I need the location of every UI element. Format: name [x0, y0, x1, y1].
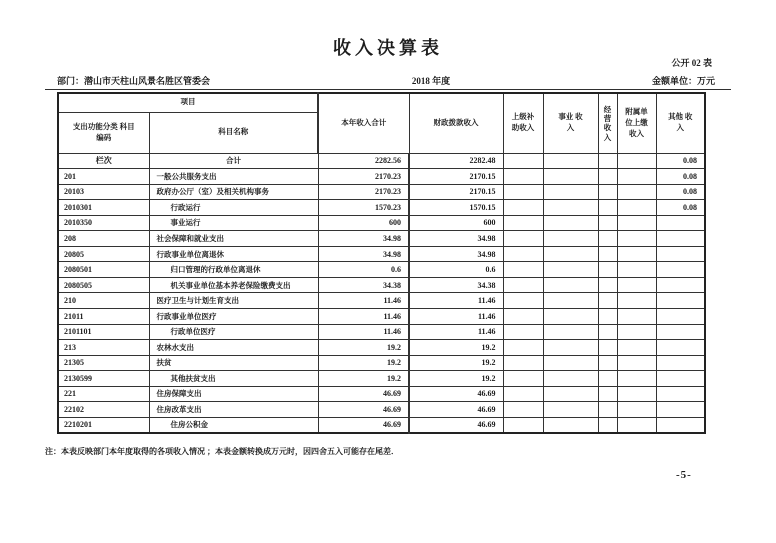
column-header-name: 科目名称 — [149, 112, 318, 153]
cell-business — [543, 355, 598, 371]
table-row — [58, 200, 705, 216]
cell-code: 21305 — [58, 355, 149, 371]
cell-fiscal: 19.2 — [409, 340, 503, 356]
cell-code: 21011 — [58, 308, 149, 324]
column-header-total: 本年收入合计 — [318, 93, 409, 153]
cell-business — [543, 308, 598, 324]
cell-business — [543, 402, 598, 418]
cell-name: 事业运行 — [149, 215, 318, 231]
cell-code: 210 — [58, 293, 149, 309]
cell-code: 20103 — [58, 184, 149, 200]
column-header-business: 事业 收入 — [543, 93, 598, 153]
table-row — [58, 215, 705, 231]
cell-business — [543, 340, 598, 356]
cell-total: 46.69 — [318, 402, 409, 418]
cell-business — [543, 277, 598, 293]
table-row — [58, 262, 705, 278]
cell-name: 住房公积金 — [149, 417, 318, 433]
cell-operating — [598, 200, 617, 216]
cell-superior — [503, 417, 543, 433]
cell-superior — [503, 153, 543, 169]
note-text: 注：本表反映部门本年度取得的各项收入情况 ；本表金额转换成万元时，因四舍五入可能存在尾差． — [45, 447, 399, 456]
cell-code: 栏次 — [58, 153, 149, 169]
cell-fiscal: 46.69 — [409, 402, 503, 418]
cell-operating — [598, 340, 617, 356]
cell-operating — [598, 277, 617, 293]
table-row — [58, 308, 705, 324]
cell-other — [656, 417, 705, 433]
income-table — [57, 92, 706, 434]
cell-operating — [598, 262, 617, 278]
cell-superior — [503, 386, 543, 402]
cell-total: 600 — [318, 215, 409, 231]
cell-affiliated — [617, 277, 656, 293]
cell-total: 19.2 — [318, 371, 409, 387]
cell-operating — [598, 386, 617, 402]
cell-operating — [598, 402, 617, 418]
cell-name: 归口管理的行政单位离退休 — [149, 262, 318, 278]
cell-operating — [598, 169, 617, 185]
cell-affiliated — [617, 184, 656, 200]
cell-superior — [503, 293, 543, 309]
table-row — [58, 355, 705, 371]
cell-superior — [503, 340, 543, 356]
cell-operating — [598, 355, 617, 371]
cell-name: 政府办公厅（室）及相关机构事务 — [149, 184, 318, 200]
cell-total: 34.38 — [318, 277, 409, 293]
cell-code: 2010350 — [58, 215, 149, 231]
cell-name: 行政单位医疗 — [149, 324, 318, 340]
cell-affiliated — [617, 231, 656, 247]
cell-name: 一般公共服务支出 — [149, 169, 318, 185]
column-group-item: 项目 — [58, 93, 318, 112]
cell-business — [543, 386, 598, 402]
cell-total: 19.2 — [318, 355, 409, 371]
cell-total: 34.98 — [318, 246, 409, 262]
page-title: 收入决算表 — [333, 38, 443, 58]
table-row — [58, 417, 705, 433]
cell-name: 行政事业单位医疗 — [149, 308, 318, 324]
column-header-superior: 上级补助收入 — [503, 93, 543, 153]
cell-business — [543, 324, 598, 340]
cell-other: 0.08 — [656, 200, 705, 216]
cell-other: 0.08 — [656, 169, 705, 185]
cell-code: 20805 — [58, 246, 149, 262]
cell-fiscal: 1570.15 — [409, 200, 503, 216]
cell-operating — [598, 153, 617, 169]
cell-name: 医疗卫生与计划生育支出 — [149, 293, 318, 309]
cell-business — [543, 184, 598, 200]
amount-unit-label: 金额单位：万元 — [651, 76, 715, 86]
cell-superior — [503, 308, 543, 324]
cell-total: 1570.23 — [318, 200, 409, 216]
cell-business — [543, 262, 598, 278]
cell-business — [543, 153, 598, 169]
cell-affiliated — [617, 153, 656, 169]
cell-code: 2080501 — [58, 262, 149, 278]
cell-total: 2282.56 — [318, 153, 409, 169]
cell-name: 扶贫 — [149, 355, 318, 371]
cell-code: 201 — [58, 169, 149, 185]
cell-superior — [503, 184, 543, 200]
cell-superior — [503, 231, 543, 247]
cell-superior — [503, 246, 543, 262]
cell-other — [656, 371, 705, 387]
table-row — [58, 340, 705, 356]
cell-name: 其他扶贫支出 — [149, 371, 318, 387]
cell-affiliated — [617, 324, 656, 340]
cell-code: 2010301 — [58, 200, 149, 216]
cell-code: 221 — [58, 386, 149, 402]
cell-fiscal: 19.2 — [409, 355, 503, 371]
cell-other — [656, 324, 705, 340]
cell-name: 社会保障和就业支出 — [149, 231, 318, 247]
cell-affiliated — [617, 371, 656, 387]
cell-affiliated — [617, 200, 656, 216]
cell-affiliated — [617, 308, 656, 324]
cell-code: 208 — [58, 231, 149, 247]
cell-operating — [598, 231, 617, 247]
cell-total: 11.46 — [318, 324, 409, 340]
cell-other — [656, 355, 705, 371]
cell-fiscal: 11.46 — [409, 324, 503, 340]
cell-total: 34.98 — [318, 231, 409, 247]
cell-fiscal: 600 — [409, 215, 503, 231]
cell-business — [543, 371, 598, 387]
cell-fiscal: 34.98 — [409, 231, 503, 247]
cell-business — [543, 246, 598, 262]
document-info-row — [45, 72, 731, 90]
cell-superior — [503, 371, 543, 387]
cell-fiscal: 34.38 — [409, 277, 503, 293]
cell-code: 2130599 — [58, 371, 149, 387]
cell-affiliated — [617, 169, 656, 185]
cell-operating — [598, 293, 617, 309]
cell-business — [543, 215, 598, 231]
column-header-operating: 经营收入 — [598, 93, 617, 153]
column-header-other: 其他 收入 — [656, 93, 705, 153]
cell-total: 11.46 — [318, 293, 409, 309]
cell-business — [543, 417, 598, 433]
cell-superior — [503, 402, 543, 418]
cell-code: 2210201 — [58, 417, 149, 433]
cell-fiscal: 2170.15 — [409, 184, 503, 200]
cell-name: 机关事业单位基本养老保险缴费支出 — [149, 277, 318, 293]
table-row — [58, 184, 705, 200]
table-row — [58, 153, 705, 169]
cell-other: 0.08 — [656, 153, 705, 169]
cell-name: 住房改革支出 — [149, 402, 318, 418]
cell-fiscal: 34.98 — [409, 246, 503, 262]
cell-operating — [598, 308, 617, 324]
cell-affiliated — [617, 417, 656, 433]
cell-other: 0.08 — [656, 184, 705, 200]
cell-superior — [503, 169, 543, 185]
cell-other — [656, 246, 705, 262]
fiscal-year-label: 2018 年度 — [411, 76, 451, 86]
cell-fiscal: 0.6 — [409, 262, 503, 278]
table-row — [58, 371, 705, 387]
cell-name: 行政事业单位离退休 — [149, 246, 318, 262]
cell-total: 2170.23 — [318, 184, 409, 200]
cell-superior — [503, 262, 543, 278]
cell-total: 2170.23 — [318, 169, 409, 185]
cell-code: 2080505 — [58, 277, 149, 293]
table-row — [58, 246, 705, 262]
cell-total: 0.6 — [318, 262, 409, 278]
cell-superior — [503, 200, 543, 216]
cell-other — [656, 231, 705, 247]
cell-other — [656, 386, 705, 402]
cell-affiliated — [617, 215, 656, 231]
cell-operating — [598, 246, 617, 262]
cell-superior — [503, 324, 543, 340]
cell-fiscal: 46.69 — [409, 417, 503, 433]
cell-other — [656, 277, 705, 293]
cell-affiliated — [617, 246, 656, 262]
cell-other — [656, 293, 705, 309]
cell-total: 19.2 — [318, 340, 409, 356]
cell-superior — [503, 215, 543, 231]
cell-superior — [503, 355, 543, 371]
cell-operating — [598, 371, 617, 387]
cell-fiscal: 11.46 — [409, 293, 503, 309]
income-table-container — [57, 92, 706, 434]
page-number: -5- — [676, 469, 692, 481]
table-row — [58, 277, 705, 293]
cell-other — [656, 262, 705, 278]
cell-affiliated — [617, 355, 656, 371]
cell-code: 2101101 — [58, 324, 149, 340]
cell-total: 11.46 — [318, 308, 409, 324]
cell-code: 213 — [58, 340, 149, 356]
cell-affiliated — [617, 293, 656, 309]
table-row — [58, 386, 705, 402]
cell-affiliated — [617, 340, 656, 356]
cell-name: 住房保障支出 — [149, 386, 318, 402]
cell-affiliated — [617, 262, 656, 278]
cell-affiliated — [617, 386, 656, 402]
cell-other — [656, 308, 705, 324]
column-header-code: 支出功能分类 科目编码 — [58, 112, 149, 153]
cell-affiliated — [617, 402, 656, 418]
cell-name: 行政运行 — [149, 200, 318, 216]
cell-operating — [598, 417, 617, 433]
column-header-affiliated: 附属单位上缴收入 — [617, 93, 656, 153]
cell-total: 46.69 — [318, 417, 409, 433]
cell-total: 46.69 — [318, 386, 409, 402]
cell-other — [656, 402, 705, 418]
table-body — [58, 153, 705, 433]
column-header-fiscal: 财政拨款收入 — [409, 93, 503, 153]
cell-superior — [503, 277, 543, 293]
cell-fiscal: 19.2 — [409, 371, 503, 387]
cell-name: 合计 — [149, 153, 318, 169]
cell-business — [543, 293, 598, 309]
cell-operating — [598, 324, 617, 340]
table-row — [58, 231, 705, 247]
table-row — [58, 402, 705, 418]
cell-code: 22102 — [58, 402, 149, 418]
cell-name: 农林水支出 — [149, 340, 318, 356]
cell-business — [543, 231, 598, 247]
department-label: 部门：潜山市天柱山风景名胜区管委会 — [57, 76, 211, 86]
table-row — [58, 169, 705, 185]
cell-business — [543, 200, 598, 216]
cell-fiscal: 46.69 — [409, 386, 503, 402]
cell-other — [656, 215, 705, 231]
cell-other — [656, 340, 705, 356]
cell-operating — [598, 184, 617, 200]
cell-operating — [598, 215, 617, 231]
form-code-label: 公开 02 表 — [671, 58, 712, 68]
cell-business — [543, 169, 598, 185]
table-header-row-group — [58, 93, 705, 112]
cell-fiscal: 2282.48 — [409, 153, 503, 169]
cell-fiscal: 2170.15 — [409, 169, 503, 185]
table-row — [58, 293, 705, 309]
cell-fiscal: 11.46 — [409, 308, 503, 324]
table-row — [58, 324, 705, 340]
